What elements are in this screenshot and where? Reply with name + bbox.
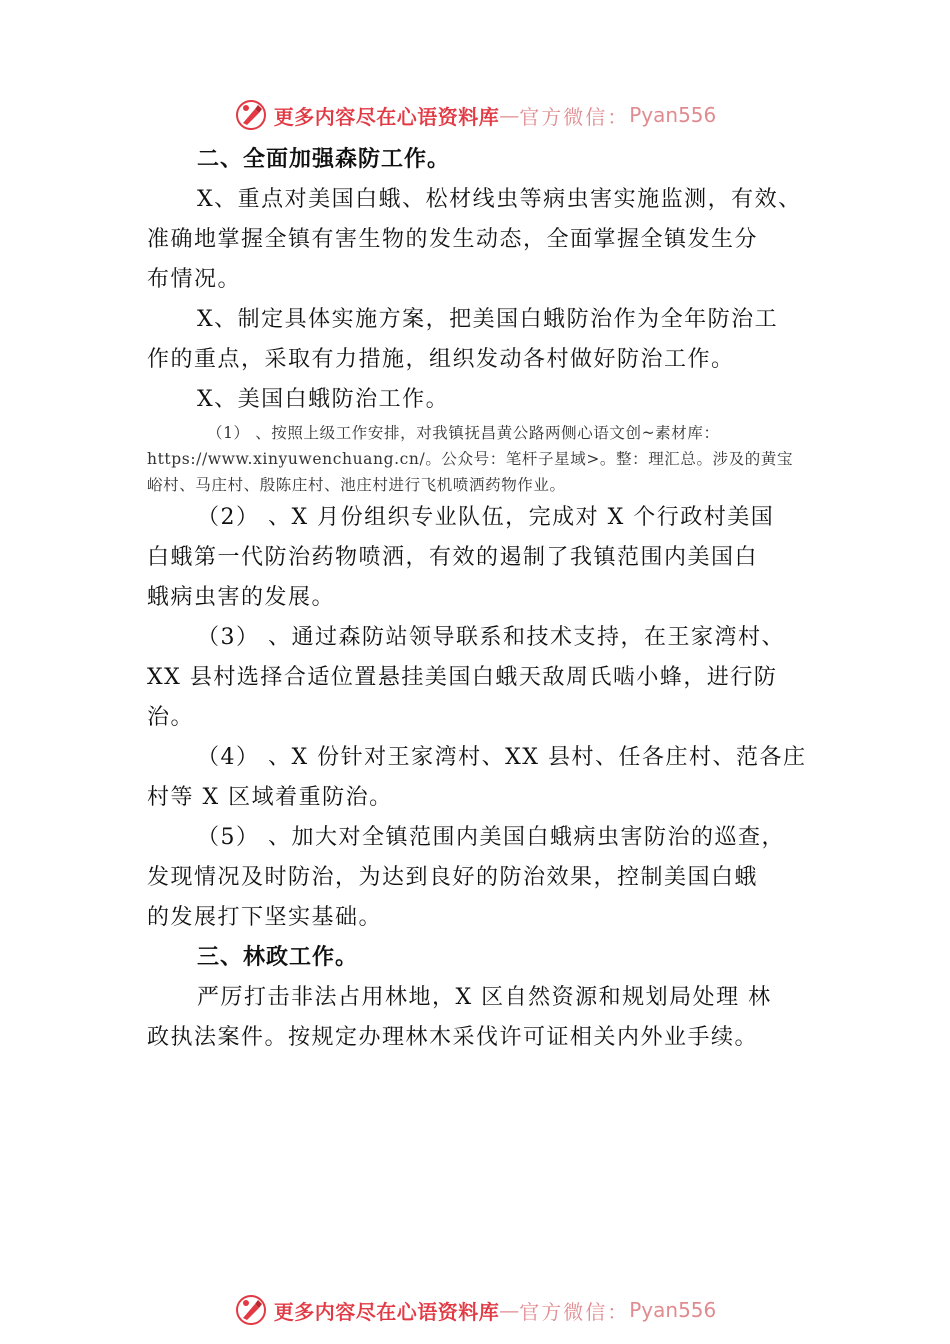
section-heading-2: 二、全面加强森防工作。 (197, 147, 451, 172)
banner-title: 更多内容尽在心语资料库 (273, 1299, 500, 1324)
document-body (147, 140, 837, 1058)
banner-wechat-label: 官方微信： (519, 1299, 630, 1324)
pen-nib-icon (234, 98, 268, 132)
banner-wechat-label: 官方微信： (519, 104, 630, 129)
footer-banner (0, 1290, 950, 1330)
list-item-small: （1） 、按照上级工作安排，对我镇抚昌黄公路两侧心语文创~素材库： (207, 424, 720, 442)
list-item: （3） 、通过森防站领导联系和技术支持，在王家湾村、 (197, 625, 785, 650)
paragraph-line: X、制定具体实施方案，把美国白蛾防治作为全年防治工 (197, 307, 779, 332)
list-item: XX 县村选择合适位置悬挂美国白蛾天敌周氏啮小蜂，进行防 (147, 665, 778, 690)
list-item-small: https://www.xinyuwenchuang.cn/。公众号：笔杆子星域>。整：理汇总。涉及的黄宝 (147, 450, 794, 468)
list-item: 的发展打下坚实基础。 (147, 905, 383, 930)
list-item-small: 峪村、马庄村、殷陈庄村、池庄村进行飞机喷洒药物作业。 (147, 476, 566, 494)
paragraph-line: 严厉打击非法占用林地，X 区自然资源和规划局处理 林 (197, 985, 772, 1010)
banner-dash: — (499, 103, 520, 127)
banner-dash: — (499, 1298, 520, 1322)
paragraph-line: 布情况。 (147, 267, 242, 292)
list-item: 村等 X 区域着重防治。 (147, 785, 393, 810)
list-item: 治。 (147, 705, 195, 730)
list-item: （4） 、X 份针对王家湾村、XX 县村、任各庄村、范各庄 (197, 745, 807, 770)
paragraph-line: X、美国白蛾防治工作。 (197, 387, 450, 412)
banner-title: 更多内容尽在心语资料库 (273, 104, 500, 129)
banner-wechat-id: Pyan556 (629, 103, 717, 127)
list-item: （2） 、X 月份组织专业队伍，完成对 X 个行政村美国 (197, 505, 775, 530)
paragraph-line: X、重点对美国白蛾、松材线虫等病虫害实施监测，有效、 (197, 187, 802, 212)
paragraph-line: 作的重点，采取有力措施，组织发动各村做好防治工作。 (147, 347, 735, 372)
list-item: 蛾病虫害的发展。 (147, 585, 336, 610)
paragraph-line: 准确地掌握全镇有害生物的发生动态，全面掌握全镇发生分 (147, 227, 759, 252)
list-item: （5） 、加大对全镇范围内美国白蛾病虫害防治的巡查， (197, 825, 785, 850)
pen-nib-icon (234, 1293, 268, 1327)
paragraph-line: 政执法案件。按规定办理林木采伐许可证相关内外业手续。 (147, 1025, 759, 1050)
list-item: 发现情况及时防治，为达到良好的防治效果，控制美国白蛾 (147, 865, 759, 890)
list-item: 白蛾第一代防治药物喷洒，有效的遏制了我镇范围内美国白 (147, 545, 759, 570)
header-banner (0, 95, 950, 135)
section-heading-3: 三、林政工作。 (197, 945, 359, 970)
banner-wechat-id: Pyan556 (629, 1298, 717, 1322)
